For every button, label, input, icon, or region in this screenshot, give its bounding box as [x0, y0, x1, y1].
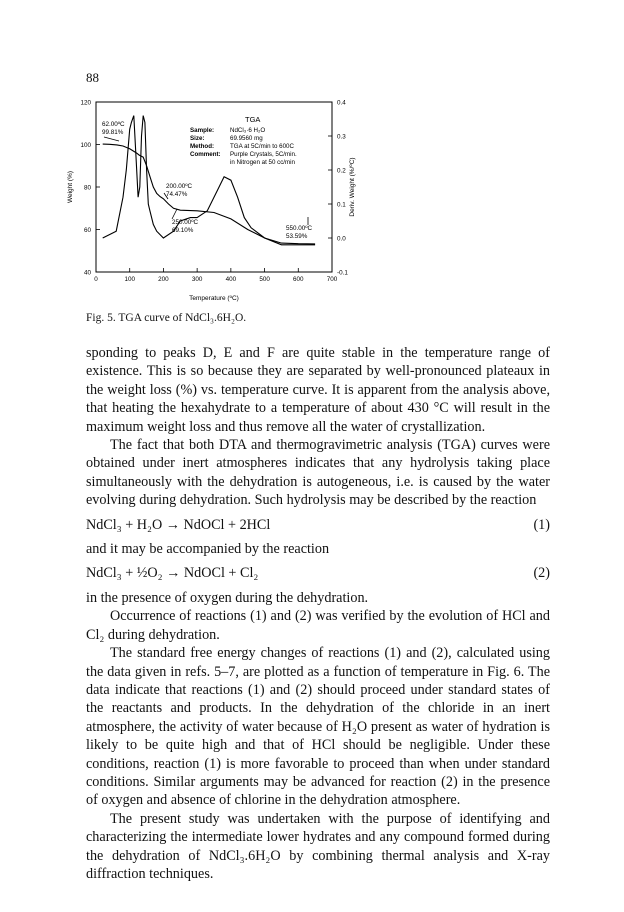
paragraph-4: in the presence of oxygen during the dehydration.: [86, 589, 369, 606]
x-tick-label: 500: [259, 276, 270, 283]
annotation-250c: 250.00ºC: [172, 219, 199, 226]
tga-figure: [60, 92, 360, 312]
y2-tick-label: 0.4: [337, 99, 346, 107]
sample-value: NdCl₃·6 H₂O: [230, 127, 266, 134]
annotation-550c: 550.00ºC: [286, 225, 313, 232]
size-value: 69.9560 mg: [230, 135, 263, 142]
equation-2-number: (2): [533, 565, 550, 582]
x-axis-label: Temperature (ºC): [189, 295, 239, 302]
x-tick-label: 700: [326, 276, 338, 283]
annotation-62c-pct: 99.81%: [102, 129, 124, 136]
paragraph-7: The present study was undertaken with the purpose of identifying and characterizing the intermediate lower hydrates and any compound formed during the dehydration of NdCl₃.6H₂O by combining thermal analysis and X-ray diffraction techniques.: [86, 810, 550, 882]
y-tick-label: 60: [83, 227, 91, 234]
annotation-200c-pct: 74.47%: [166, 191, 188, 198]
annotation-200c: 200.00ºC: [166, 183, 193, 190]
annotation-leader-62c: [104, 137, 119, 141]
x-tick-label: 0: [94, 276, 98, 283]
equation-1: [86, 516, 550, 534]
y-tick-label: 100: [80, 142, 91, 149]
y2-tick-label: 0.2: [337, 167, 346, 175]
y2-tick-label: 0.3: [337, 133, 346, 141]
method-value: TGA at 5C/min to 600C: [230, 143, 294, 150]
x-tick-label: 600: [293, 276, 304, 283]
equation-1-number: (1): [533, 516, 550, 533]
x-tick-label: 100: [124, 276, 135, 283]
page-number: 88: [86, 70, 99, 85]
equation-2-text: NdCl₃ + ½O₂ → NdOCl + Cl₂: [86, 565, 259, 582]
comment-label: Comment:: [190, 151, 221, 158]
figure-caption: Fig. 5. TGA curve of NdCl₃.6H₂O.: [86, 312, 247, 324]
paragraph-2: The fact that both DTA and thermogravimetric analysis (TGA) curves were obtained under inert atmospheres indicates that any hydrolysis taking place simultaneously with the dehydration is autogeneous, i.e. is caused by the water evolving during dehydration. Such hydrolysis may be described by the reaction: [86, 437, 550, 509]
y2-tick-label: 0.1: [337, 201, 346, 209]
paragraph-1: sponding to peaks D, E and F are quite stable in the temperature range of existence. This is so because they are separated by well-pronounced plateaux in the weight loss (%) vs. temperature curve. It is apparent from the analysis above, that heating the hexahydrate to a temperature of about 430 °C will result in the maximum weight loss and thus remove all the water of crystallization.: [86, 345, 550, 435]
y-tick-label: 80: [83, 184, 91, 192]
paragraph-3: and it may be accompanied by the reaction: [86, 541, 330, 558]
method-label: Method:: [190, 143, 215, 150]
annotation-62c: 62.00ºC: [102, 121, 125, 128]
y2-tick-label: 0.0: [337, 235, 346, 243]
size-label: Size:: [190, 135, 205, 142]
equation-2: [86, 564, 550, 582]
y2-axis-label: Deriv. Weight (%/ºC): [349, 157, 356, 217]
comment-value: Purple Crystals, 5C/min.: [230, 151, 297, 158]
y-tick-label: 40: [83, 269, 91, 277]
y2-tick-label: -0.1: [337, 269, 348, 277]
annotation-leader-250c: [172, 209, 177, 219]
tga-chart: [60, 92, 360, 312]
sample-label: Sample:: [190, 127, 215, 134]
y-tick-label: 120: [80, 99, 91, 107]
x-tick-label: 200: [158, 276, 169, 283]
annotation-550c-pct: 53.59%: [286, 233, 308, 240]
x-tick-label: 400: [225, 276, 237, 283]
annotation-250c-pct: 69.10%: [172, 227, 194, 234]
x-tick-label: 300: [191, 276, 203, 283]
body-text: [86, 344, 550, 883]
equation-1-text: NdCl₃ + H₂O → NdOCl + 2HCl: [86, 516, 271, 533]
paragraph-5: Occurrence of reactions (1) and (2) was verified by the evolution of HCl and Cl₂ during dehydration.: [86, 608, 550, 643]
derivative-curve: [103, 116, 315, 245]
comment-value-2: in Nitrogen at 50 cc/min: [230, 159, 295, 166]
y-axis-label: Weight (%): [67, 170, 74, 204]
tga-header: TGA: [245, 115, 261, 124]
paragraph-6: The standard free energy changes of reactions (1) and (2), calculated using the data given in refs. 5–7, are plotted as a function of temperature in Fig. 6. The data indicate that reactions (1) and (2) should proceed under standard states of the reactants and products. In the dehydration of the chloride in an inert atmosphere, the activity of water because of H₂O present as water of hydration is likely to be quite high and that of HCl should be negligible. Under these conditions, reaction (1) is more favorable to proceed than when under standard conditions. Similar arguments may be advanced for reaction (2) in the presence of oxygen and absence of chlorine in the dehydration atmosphere.: [86, 645, 550, 809]
